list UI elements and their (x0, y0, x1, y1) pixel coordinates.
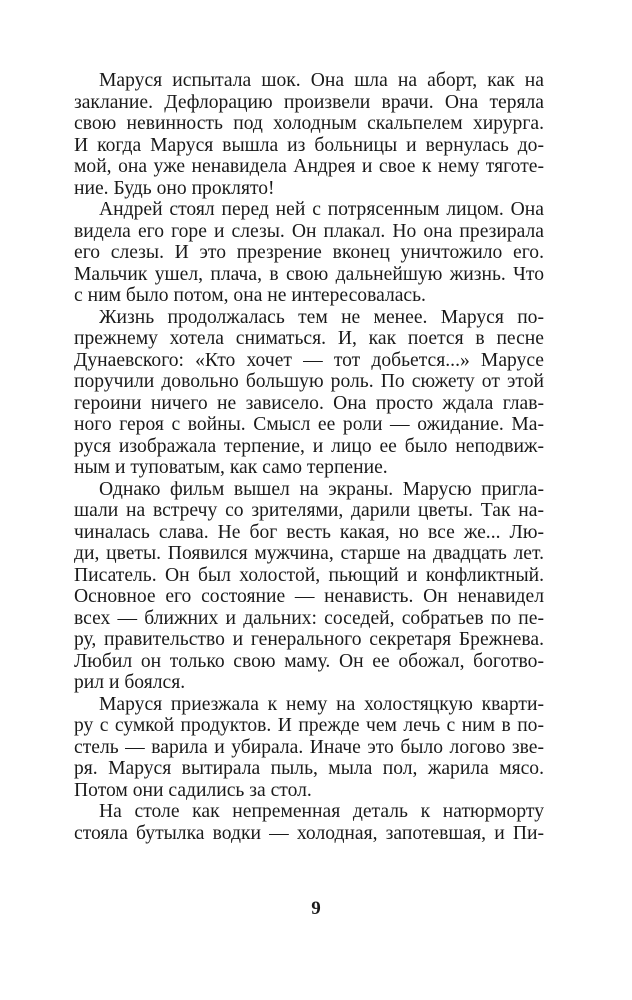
text-line: ным и туповатым, как само терпение. (74, 457, 388, 478)
text-line: Любил он только свою маму. Он ее обожал, боготво- (74, 650, 544, 672)
text-line: ние. Будь оно проклято! (74, 177, 275, 199)
text-line: Основное его состояние — ненависть. Он ненавидел (74, 586, 544, 607)
text-line: прежнему хотела сниматься. И, как поется в песне (74, 328, 544, 349)
text-line: поручили довольно большую роль. По сюжету от этой (74, 371, 544, 392)
text-line: стояла бутылка водки — холодная, запотевшая, и Пи- (74, 822, 544, 844)
paragraph (74, 694, 544, 802)
text-line: руся изображала терпение, и лицо ее было неподвиж- (74, 435, 544, 457)
text-line: ру, правительство и генерального секретаря Брежнева. (74, 629, 544, 650)
text-line: На столе как непременная деталь к натюрморту (99, 801, 544, 822)
page-number: 9 (311, 898, 321, 919)
text-line: Андрей стоял перед ней с потрясенным лицом. Она (99, 199, 544, 220)
text-line: видела его горе и слезы. Он плакал. Но она презирала (74, 220, 544, 242)
text-line: Потом они садились за стол. (74, 779, 312, 801)
text-line: чиналась слава. Не бог весть какая, но все же... Лю- (74, 521, 544, 543)
text-line: героини ничего не зависело. Она просто ждала глав- (74, 392, 544, 414)
paragraph (74, 479, 544, 694)
text-line: Маруся приезжала к нему на холостяцкую кварти- (99, 693, 544, 715)
text-line: И когда Маруся вышла из больницы и вернулась до- (74, 134, 544, 156)
paragraph (74, 307, 544, 479)
text-line: рил и боялся. (74, 672, 186, 693)
text-line: шали на встречу со зрителями, дарили цветы. Так на- (74, 500, 544, 521)
text-line: заклание. Дефлорацию произвели врачи. Она теряла (74, 91, 544, 113)
text-line: с ним было потом, она не интересовалась. (74, 285, 426, 306)
text-line: Писатель. Он был холостой, пьющий и конфликтный. (74, 564, 544, 586)
text-line: ного героя с войны. Смысл ее роли — ожидание. Ма- (74, 414, 544, 435)
paragraph (74, 801, 544, 844)
text-line: Дунаевского: «Кто хочет — тот добьется...» Марусе (74, 349, 544, 371)
text-line: мой, она уже ненавидела Андрея и свое к нему тяготе- (74, 156, 544, 177)
text-line: ру с сумкой продуктов. И прежде чем лечь с ним в по- (74, 715, 544, 736)
body-text (74, 70, 544, 844)
text-line: ря. Маруся вытирала пыль, мыла пол, жарила мясо. (74, 758, 544, 779)
paragraph (74, 199, 544, 307)
paragraph (74, 70, 544, 199)
text-line: всех — ближних и дальних: соседей, собратьев по пе- (74, 607, 544, 629)
text-line: его слезы. И это презрение вконец уничтожило его. (74, 242, 544, 263)
text-line: стель — варила и убирала. Иначе это было логово зве- (74, 736, 544, 758)
text-line: Мальчик ушел, плача, в свою дальнейшую жизнь. Что (74, 263, 544, 285)
text-line: Однако фильм вышел на экраны. Марусю пригла- (99, 478, 544, 500)
text-line: свою невинность под холодным скальпелем хирурга. (74, 113, 544, 134)
text-line: Жизнь продолжалась тем не менее. Маруся по- (99, 306, 544, 328)
text-line: ди, цветы. Появился мужчина, старше на двадцать лет. (74, 543, 544, 564)
text-line: Маруся испытала шок. Она шла на аборт, как на (99, 70, 544, 91)
